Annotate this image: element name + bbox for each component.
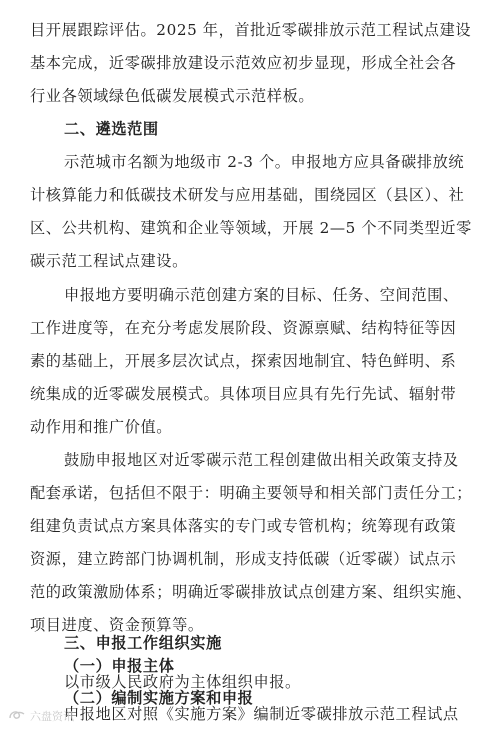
paragraph-line: 基本完成，近零碳排放建设示范效应初步显现，形成全社会各 — [30, 54, 457, 72]
paragraph-line: 配套承诺，包括但不限于：明确主要领导和相关部门责任分工； — [30, 484, 473, 502]
paragraph-line: 鼓励申报地区对近零碳示范工程创建做出相关政策支持及 — [64, 451, 459, 469]
subsection-heading: （一）申报主体 — [64, 657, 175, 675]
paragraph-line: 工作进度等，在充分考虑发展阶段、资源禀赋、结构特征等因 — [30, 319, 457, 337]
paragraph-line: 申报地区对照《实施方案》编制近零碳排放示范工程试点 — [64, 705, 459, 723]
paragraph-line: 区、公共机构、建筑和企业等领域，开展 2—5 个不同类型近零 — [30, 219, 472, 237]
subsection-heading: （二）编制实施方案和申报 — [64, 689, 254, 707]
watermark-text: 六盘资讯 — [30, 710, 74, 723]
paragraph-line: 统集成的近零碳发展模式。具体项目应具有先行先试、辐射带 — [30, 385, 457, 403]
paragraph-line: 素的基础上，开展多层次试点，探索因地制宜、特色鲜明、系 — [30, 352, 457, 370]
section-heading: 二、遴选范围 — [64, 120, 159, 138]
paragraph-line: 项目进度、资金预算等。 — [30, 616, 204, 634]
paragraph-line: 碳示范工程试点建设。 — [30, 252, 188, 270]
paragraph-line: 示范城市名额为地级市 2-3 个。申报地方应具备碳排放统 — [64, 153, 465, 171]
paragraph-line: 计核算能力和低碳技术研发与应用基础，围绕园区（县区）、社 — [30, 186, 465, 204]
paragraph-line: 申报地方要明确示范创建方案的目标、任务、空间范围、 — [64, 286, 459, 304]
swirl-logo-icon — [8, 708, 26, 725]
paragraph-line: 资源，建立跨部门协调机制，形成支持低碳（近零碳）试点示 — [30, 550, 457, 568]
section-heading: 三、申报工作组织实施 — [64, 634, 222, 652]
paragraph-line: 范的政策激励体系；明确近零碳排放试点创建方案、组织实施、 — [30, 583, 473, 601]
paragraph-line: 组建负责试点方案具体落实的专门或专管机构；统筹现有政策 — [30, 517, 457, 535]
watermark — [8, 706, 74, 726]
paragraph-line: 动作用和推广价值。 — [30, 418, 173, 436]
paragraph-line: 以市级人民政府为主体组织申报。 — [64, 673, 301, 691]
paragraph-line: 行业各领域绿色低碳发展模式示范样板。 — [30, 87, 315, 105]
paragraph-line: 目开展跟踪评估。2025 年，首批近零碳排放示范工程试点建设 — [30, 21, 472, 39]
